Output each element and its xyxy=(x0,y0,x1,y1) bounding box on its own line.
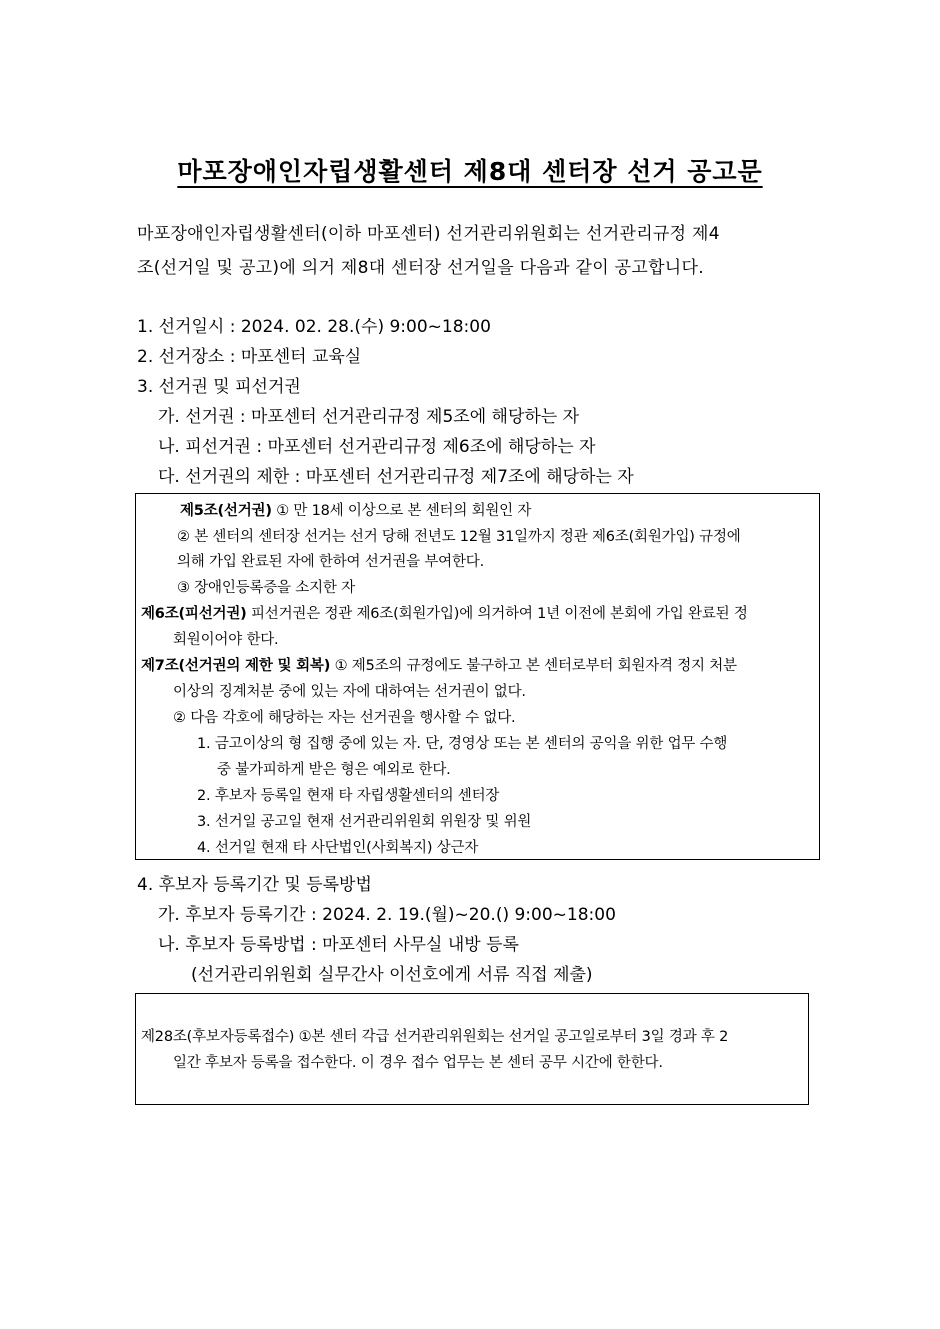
article-7-item-1a: 1. 금고이상의 형 집행 중에 있는 자. 단, 경영상 또는 본 센터의 공익을 위한 업무 수행 xyxy=(197,736,728,752)
item-1-election-date: 1. 선거일시 : 2024. 02. 28.(수) 9:00~18:00 xyxy=(137,317,491,337)
article-7-item-1b: 중 불가피하게 받은 형은 예외로 한다. xyxy=(217,762,451,778)
article-5-clause-2a: ② 본 센터의 센터장 선거는 선거 당해 전년도 12월 31일까지 정관 제6조(회원가입) 규정에 xyxy=(177,529,741,545)
article-28-line-2: 일간 후보자 등록을 접수한다. 이 경우 접수 업무는 본 센터 공무 시간에 한한다. xyxy=(173,1055,663,1071)
article-6-line xyxy=(141,602,748,623)
item-4c-submission-note: (선거관리위원회 실무간사 이선호에게 서류 직접 제출) xyxy=(191,965,593,985)
article-5-line xyxy=(180,499,531,520)
article-5-clause-2b: 의해 가입 완료된 자에 한하여 선거권을 부여한다. xyxy=(177,554,485,570)
item-3-voting-rights: 3. 선거권 및 피선거권 xyxy=(137,377,301,397)
article-7-item-4: 4. 선거일 현재 타 사단법인(사회복지) 상근자 xyxy=(197,840,479,856)
article-5-heading: 제5조(선거권) xyxy=(180,503,272,519)
item-3a-right-to-vote: 가. 선거권 : 마포센터 선거관리규정 제5조에 해당하는 자 xyxy=(158,407,580,427)
article-6-heading: 제6조(피선거권) xyxy=(141,606,247,622)
intro-line-2: 조(선거일 및 공고)에 의거 제8대 센터장 선거일을 다음과 같이 공고합니다. xyxy=(137,258,704,278)
article-6-text-cont: 회원이어야 한다. xyxy=(173,632,279,648)
item-3c-restriction: 다. 선거권의 제한 : 마포센터 선거관리규정 제7조에 해당하는 자 xyxy=(158,467,634,487)
item-4-registration: 4. 후보자 등록기간 및 등록방법 xyxy=(137,875,372,895)
intro-line-1: 마포장애인자립생활센터(이하 마포센터) 선거관리위원회는 선거관리규정 제4 xyxy=(137,224,720,244)
page-title xyxy=(0,152,940,188)
article-6-text: 피선거권은 정관 제6조(회원가입)에 의거하여 1년 이전에 본회에 가입 완료된 정 xyxy=(246,606,748,622)
item-4a-registration-period: 가. 후보자 등록기간 : 2024. 2. 19.(월)~20.() 9:00~18:00 xyxy=(158,905,616,925)
article-7-line xyxy=(141,654,737,675)
article-28-line-1: 제28조(후보자등록접수) ①본 센터 각급 선거관리위원회는 선거일 공고일로부터 3일 경과 후 2 xyxy=(141,1029,729,1045)
item-2-election-place: 2. 선거장소 : 마포센터 교육실 xyxy=(137,347,362,367)
article-7-heading: 제7조(선거권의 제한 및 회복) xyxy=(141,658,331,674)
item-3b-eligibility: 나. 피선거권 : 마포센터 선거관리규정 제6조에 해당하는 자 xyxy=(158,437,596,457)
article-7-clause-2: ② 다음 각호에 해당하는 자는 선거권을 행사할 수 없다. xyxy=(173,710,516,726)
regulation-box-article-28 xyxy=(135,993,809,1105)
article-7-clause-1a: ① 제5조의 규정에도 불구하고 본 센터로부터 회원자격 정지 처분 xyxy=(330,658,737,674)
title-text: 마포장애인자립생활센터 제8대 센터장 선거 공고문 xyxy=(177,157,763,186)
regulation-box-articles-5-7 xyxy=(135,493,820,860)
article-7-clause-1b: 이상의 징계처분 중에 있는 자에 대하여는 선거권이 없다. xyxy=(173,684,526,700)
article-7-item-2: 2. 후보자 등록일 현재 타 자립생활센터의 센터장 xyxy=(197,788,500,804)
item-4b-registration-method: 나. 후보자 등록방법 : 마포센터 사무실 내방 등록 xyxy=(158,935,519,955)
article-7-item-3: 3. 선거일 공고일 현재 선거관리위원회 위원장 및 위원 xyxy=(197,814,532,830)
article-5-clause-1: ① 만 18세 이상으로 본 센터의 회원인 자 xyxy=(271,503,532,519)
article-5-clause-3: ③ 장애인등록증을 소지한 자 xyxy=(177,580,355,596)
